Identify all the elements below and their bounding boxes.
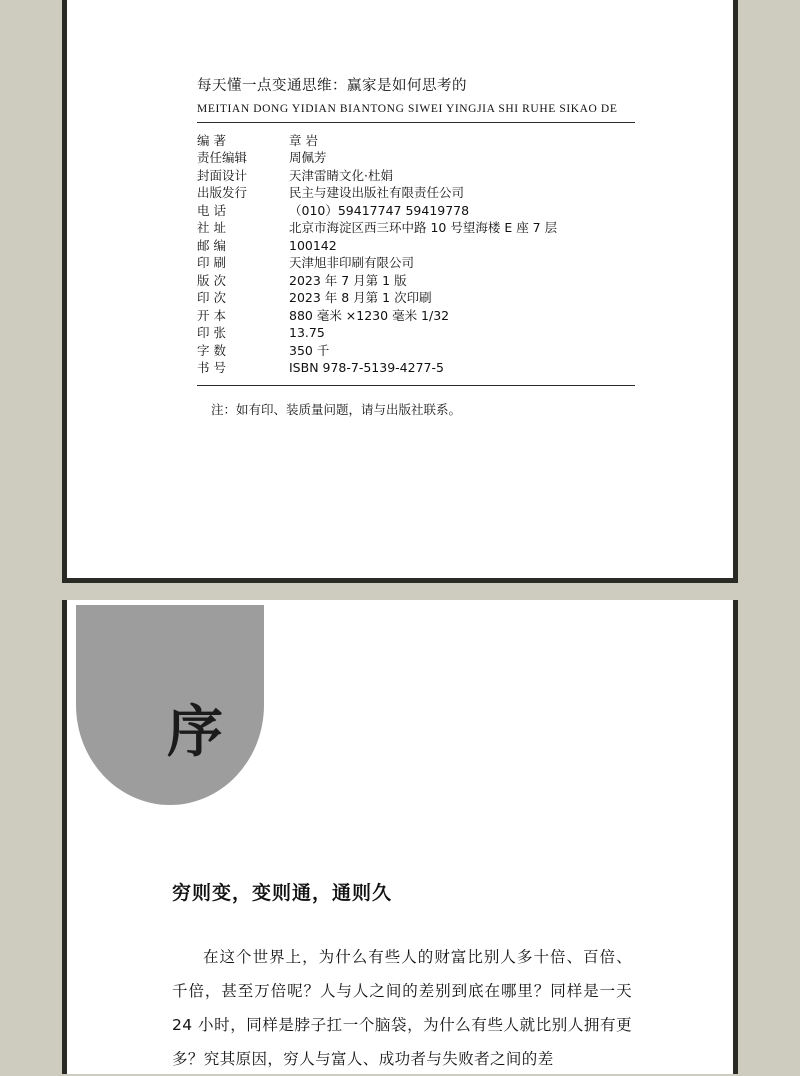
table-row xyxy=(197,132,557,150)
preface-page xyxy=(62,600,738,1074)
table-row xyxy=(197,202,557,220)
copyright-content xyxy=(197,74,637,418)
info-label: 书 号 xyxy=(197,360,226,375)
info-label: 邮 编 xyxy=(197,237,226,253)
info-label: 电 话 xyxy=(197,202,226,218)
divider-top xyxy=(197,122,635,123)
divider-bottom xyxy=(197,385,635,386)
info-value: 100142 xyxy=(289,237,337,253)
table-row xyxy=(197,342,557,360)
info-label: 封面设计 xyxy=(197,167,248,183)
info-value: 350 千 xyxy=(289,342,330,358)
preface-mark: 序 xyxy=(167,700,223,765)
info-value: 2023 年 8 月第 1 次印刷 xyxy=(289,290,432,305)
table-row xyxy=(197,325,557,343)
copyright-page xyxy=(62,0,738,583)
info-value: 880 毫米 ×1230 毫米 1/32 xyxy=(289,307,450,323)
table-row xyxy=(197,360,557,378)
table-row xyxy=(197,167,557,185)
info-value: 天津雷睛文化·杜娟 xyxy=(289,167,393,183)
info-value: 章 岩 xyxy=(289,132,318,148)
table-row xyxy=(197,185,557,203)
table-row xyxy=(197,220,557,238)
info-label: 社 址 xyxy=(197,220,226,235)
info-value: 13.75 xyxy=(289,325,325,340)
info-label: 版 次 xyxy=(197,272,226,288)
table-row xyxy=(197,290,557,308)
preface-heading: 穷则变，变则通，通则久 xyxy=(172,882,393,904)
info-label: 出版发行 xyxy=(197,185,248,200)
info-value: 民主与建设出版社有限责任公司 xyxy=(289,185,465,200)
info-label: 编 著 xyxy=(197,132,226,148)
book-title-pinyin: MEITIAN DONG YIDIAN BIANTONG SIWEI YINGJIA SHI RUHE SIKAO DE xyxy=(197,103,618,115)
book-title: 每天懂一点变通思维：赢家是如何思考的 xyxy=(197,78,467,94)
table-row xyxy=(197,255,557,273)
info-label: 字 数 xyxy=(197,342,226,358)
info-label: 印 张 xyxy=(197,325,226,340)
info-value: 北京市海淀区西三环中路 10 号望海楼 E 座 7 层 xyxy=(289,220,558,235)
info-label: 责任编辑 xyxy=(197,150,248,165)
preface-body-text: 在这个世界上，为什么有些人的财富比别人多十倍、百倍、千倍，甚至万倍呢？人与人之间的差别到底在哪里？同样是一天 24 小时，同样是脖子扛一个脑袋，为什么有些人就比别人拥有更多？究其原因，穷人与富人、成功者与失败者之间的差 xyxy=(172,948,632,1068)
table-row xyxy=(197,150,557,168)
info-label: 印 次 xyxy=(197,290,226,305)
info-value: （010）59417747 59419778 xyxy=(289,202,470,218)
info-value: ISBN 978-7-5139-4277-5 xyxy=(289,360,444,375)
table-row xyxy=(197,307,557,325)
table-row xyxy=(197,237,557,255)
info-value: 2023 年 7 月第 1 版 xyxy=(289,272,407,288)
info-label: 开 本 xyxy=(197,307,226,323)
info-value: 天津旭非印刷有限公司 xyxy=(289,255,415,270)
quality-note: 注：如有印、装质量问题，请与出版社联系。 xyxy=(211,402,462,417)
info-label: 印 刷 xyxy=(197,255,226,270)
table-row xyxy=(197,272,557,290)
info-value: 周佩芳 xyxy=(289,150,327,165)
publication-info-table xyxy=(197,132,557,377)
